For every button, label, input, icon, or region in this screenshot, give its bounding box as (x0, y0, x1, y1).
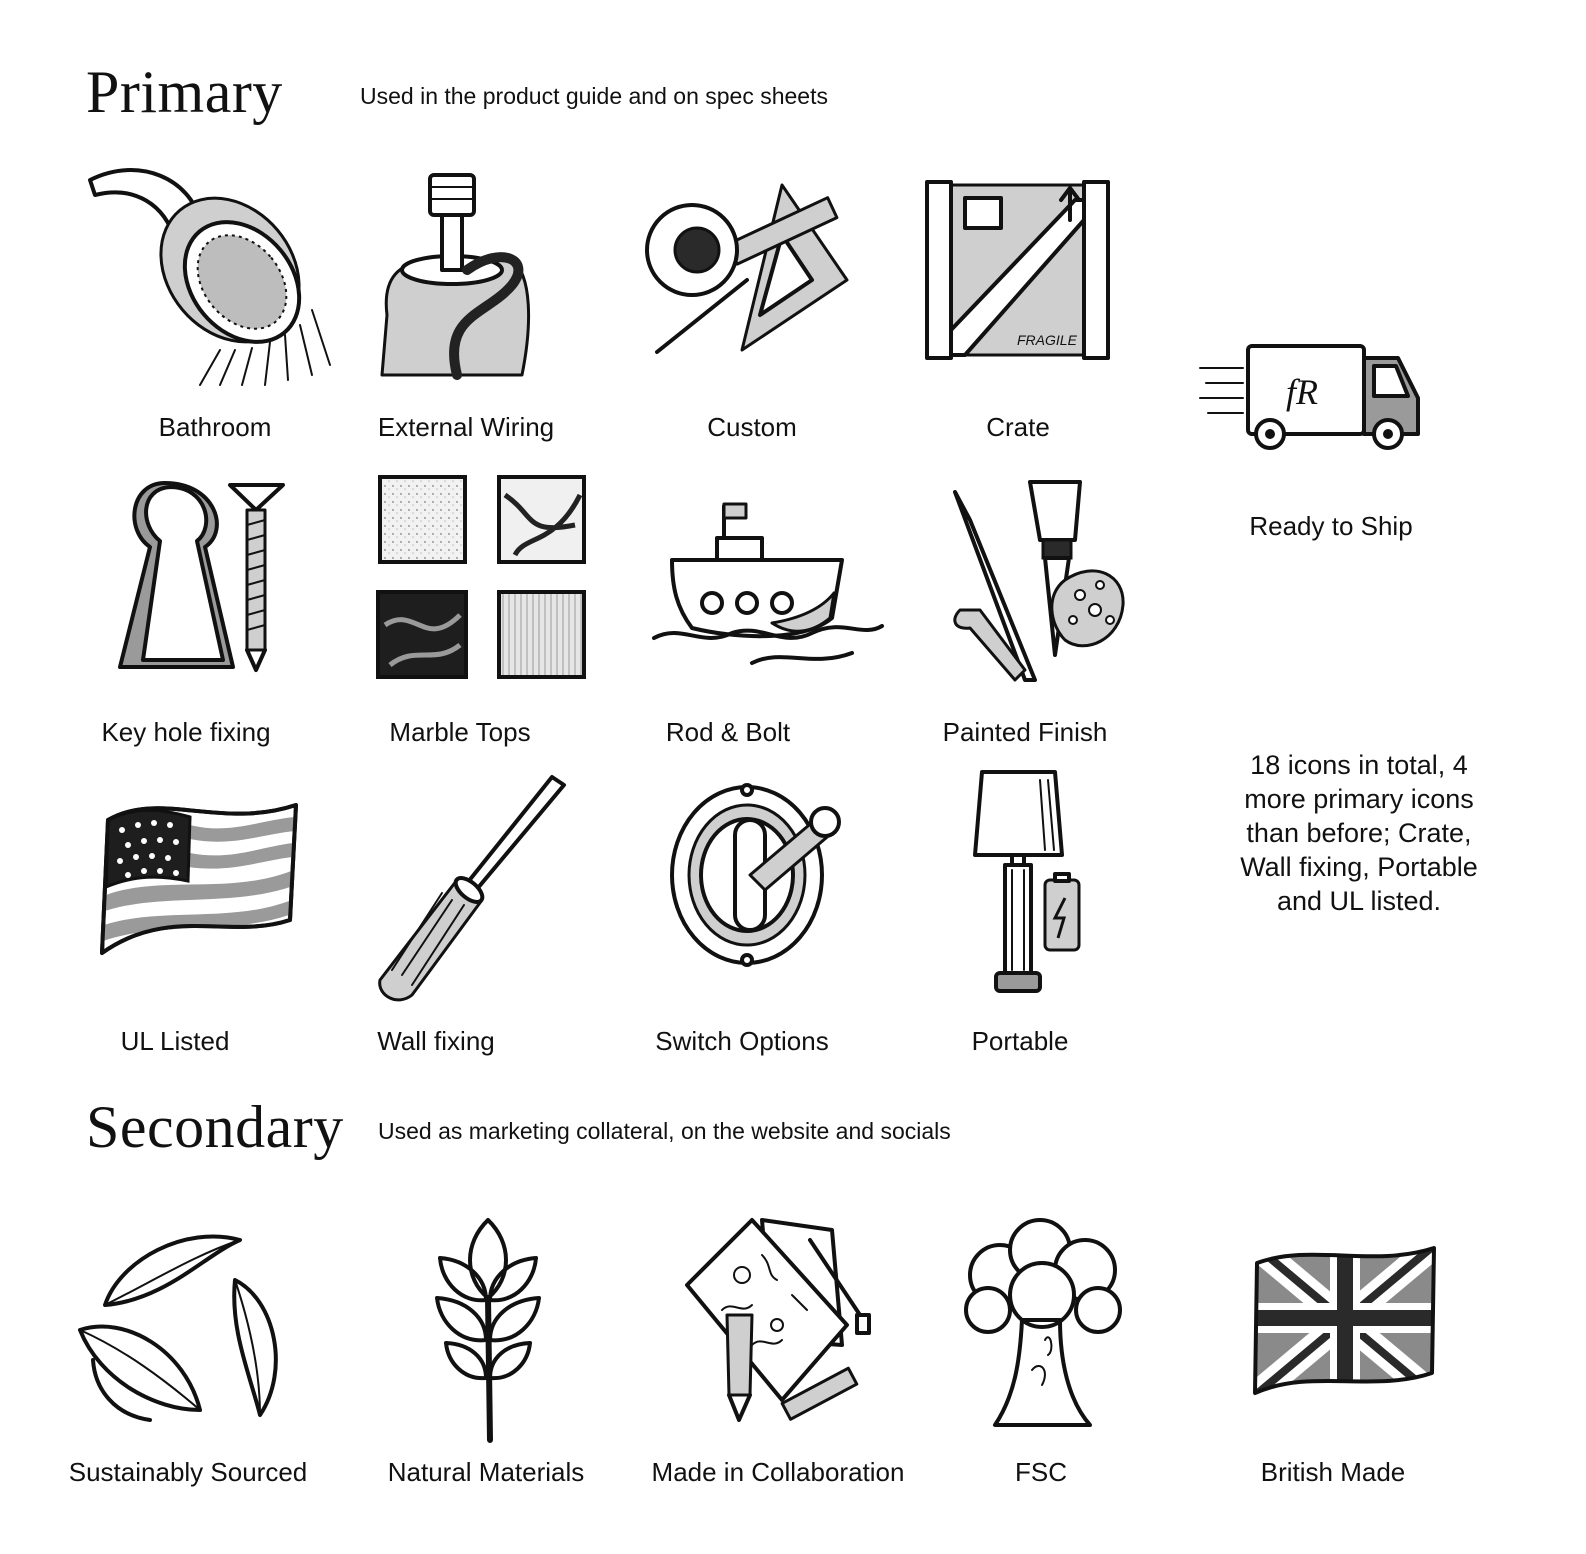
union-jack-flag-icon (1252, 1243, 1437, 1398)
label-external-wiring: External Wiring (377, 412, 555, 442)
crate-stamp: FRAGILE (1017, 332, 1077, 348)
tile-made-in-collaboration (682, 1215, 877, 1430)
us-flag-icon (100, 795, 300, 960)
label-key-hole-fixing: Key hole fixing (101, 717, 271, 747)
tile-external-wiring (372, 165, 542, 385)
tile-natural-materials (432, 1218, 544, 1443)
tree-icon (960, 1220, 1125, 1430)
tile-wall-fixing (372, 775, 567, 1005)
label-made-in-collaboration: Made in Collaboration (651, 1457, 905, 1487)
marble-swatches-icon (375, 475, 590, 680)
toggle-switch-icon (665, 780, 845, 970)
label-portable: Portable (971, 1026, 1069, 1056)
wheat-sprig-icon (432, 1218, 544, 1443)
sketchbook-pencil-icon (682, 1215, 877, 1430)
tile-key-hole-fixing (115, 475, 295, 675)
shower-head-icon (80, 150, 340, 390)
label-bathroom: Bathroom (158, 412, 272, 442)
tile-painted-finish (945, 480, 1130, 685)
van-monogram: fR (1286, 372, 1318, 412)
label-fsc: FSC (1015, 1457, 1067, 1487)
secondary-heading: Secondary (86, 1094, 344, 1160)
leaf-cycle-icon (75, 1220, 290, 1425)
tile-ul-listed (100, 795, 300, 960)
tile-sustainably-sourced (75, 1220, 290, 1425)
label-natural-materials: Natural Materials (387, 1457, 585, 1487)
lamp-holder-wiring-icon (372, 165, 542, 385)
label-ready-to-ship: Ready to Ship (1249, 511, 1413, 541)
screwdriver-icon (372, 775, 567, 1005)
boat-icon (652, 498, 884, 668)
secondary-subtitle: Used as marketing collateral, on the website and socials (378, 1118, 951, 1144)
label-crate: Crate (986, 412, 1050, 442)
delivery-van-icon (1198, 338, 1428, 453)
paint-brushes-icon (945, 480, 1130, 685)
label-marble-tops: Marble Tops (389, 717, 531, 747)
label-ul-listed: UL Listed (120, 1026, 230, 1056)
label-rod-and-bolt: Rod & Bolt (665, 717, 791, 747)
tape-measure-set-square-icon (642, 180, 852, 360)
label-switch-options: Switch Options (655, 1026, 829, 1056)
lamp-battery-icon (970, 770, 1085, 995)
label-wall-fixing: Wall fixing (377, 1026, 495, 1056)
tile-marble-tops (375, 475, 590, 680)
tile-custom (642, 180, 852, 360)
wooden-crate-icon (925, 180, 1110, 360)
primary-note: 18 icons in total, 4 more primary icons than before; Crate, Wall fixing, Portable and UL listed. (1240, 750, 1478, 916)
tile-portable (970, 770, 1085, 995)
label-painted-finish: Painted Finish (942, 717, 1108, 747)
label-sustainably-sourced: Sustainably Sourced (68, 1457, 308, 1487)
label-british-made: British Made (1260, 1457, 1406, 1487)
tile-ready-to-ship (1198, 338, 1428, 453)
primary-subtitle: Used in the product guide and on spec sheets (360, 83, 828, 109)
tile-british-made (1252, 1243, 1437, 1398)
primary-heading: Primary (86, 59, 283, 125)
tile-fsc (960, 1220, 1125, 1430)
label-custom: Custom (707, 412, 797, 442)
tile-rod-and-bolt (652, 498, 884, 668)
keyhole-screw-icon (115, 475, 295, 675)
tile-bathroom (80, 150, 340, 390)
tile-crate (925, 180, 1110, 360)
tile-switch-options (665, 780, 845, 970)
